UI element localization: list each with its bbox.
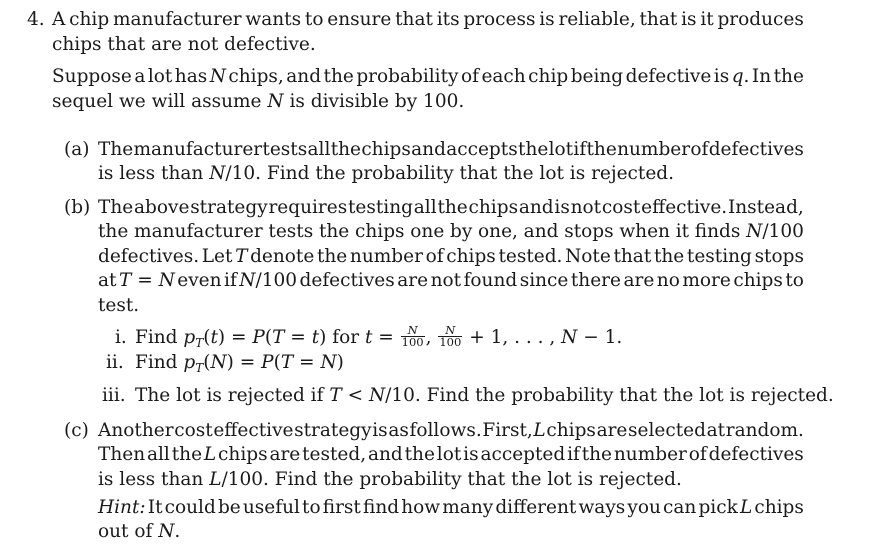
hint-label: Hint: (98, 497, 146, 518)
part-b-line3: defectives. Let T denote the number of chips tested. Note that the testing stops (98, 246, 804, 267)
part-a-label: (a) (64, 139, 90, 160)
part-b-i-text: Find $p_T(t) = P(T = t)$ for t = $\frac{N}{100}$ , $\frac{N}{100}$ + 1, . . . , N − 1. (135, 322, 623, 350)
part-b-ii-text: Find $p_T(N) = P(T = N)$ (135, 352, 344, 375)
part-c-line2: Then all the L chips are tested, and the lot is accepted if the number of defectives (98, 444, 804, 465)
part-c-line3: is less than L/100. Find the probability that the lot is rejected. (98, 469, 682, 490)
part-c-hint-line2: out of N. (98, 521, 181, 542)
problem-number: 4. (27, 9, 45, 30)
part-b-line4: at T = N even if N/100 defectives are not found since there are no more chips to (98, 270, 804, 291)
part-b-label: (b) (64, 197, 91, 218)
part-b-line2: the manufacturer tests the chips one by one, and stops when it finds N/100 (98, 221, 804, 242)
part-b-i-label: i. (115, 327, 127, 348)
part-a-line1: The manufacturer tests all the chips and accepts the lot if the number of defectives (98, 139, 804, 160)
part-a-line2: is less than N/10. Find the probability that the lot is rejected. (98, 163, 675, 184)
part-c-label: (c) (64, 420, 89, 441)
part-b-line1: The above strategy requires testing all the chips and is not cost effective. Instead, (98, 197, 804, 218)
part-b-iii-label: iii. (102, 385, 126, 406)
problem-intro-line1: A chip manufacturer wants to ensure that its process is reliable, that is it produces (52, 9, 804, 30)
part-b-line5: test. (98, 295, 140, 316)
problem-setup-line2: sequel we will assume N is divisible by 100. (52, 91, 465, 112)
part-b-iii-text: The lot is rejected if T < N/10. Find the probability that the lot is rejected. (135, 385, 834, 406)
part-c-hint-line1: Hint: It could be useful to first find how many different ways you can pick L chips (98, 497, 804, 518)
problem-intro-line2: chips that are not defective. (52, 34, 316, 55)
problem-setup-line1: Suppose a lot has N chips, and the probability of each chip being defective is q. In the (52, 66, 804, 87)
part-b-ii-label: ii. (106, 352, 124, 373)
part-c-line1: Another cost effective strategy is as follows. First, L chips are selected at random. (98, 420, 804, 441)
